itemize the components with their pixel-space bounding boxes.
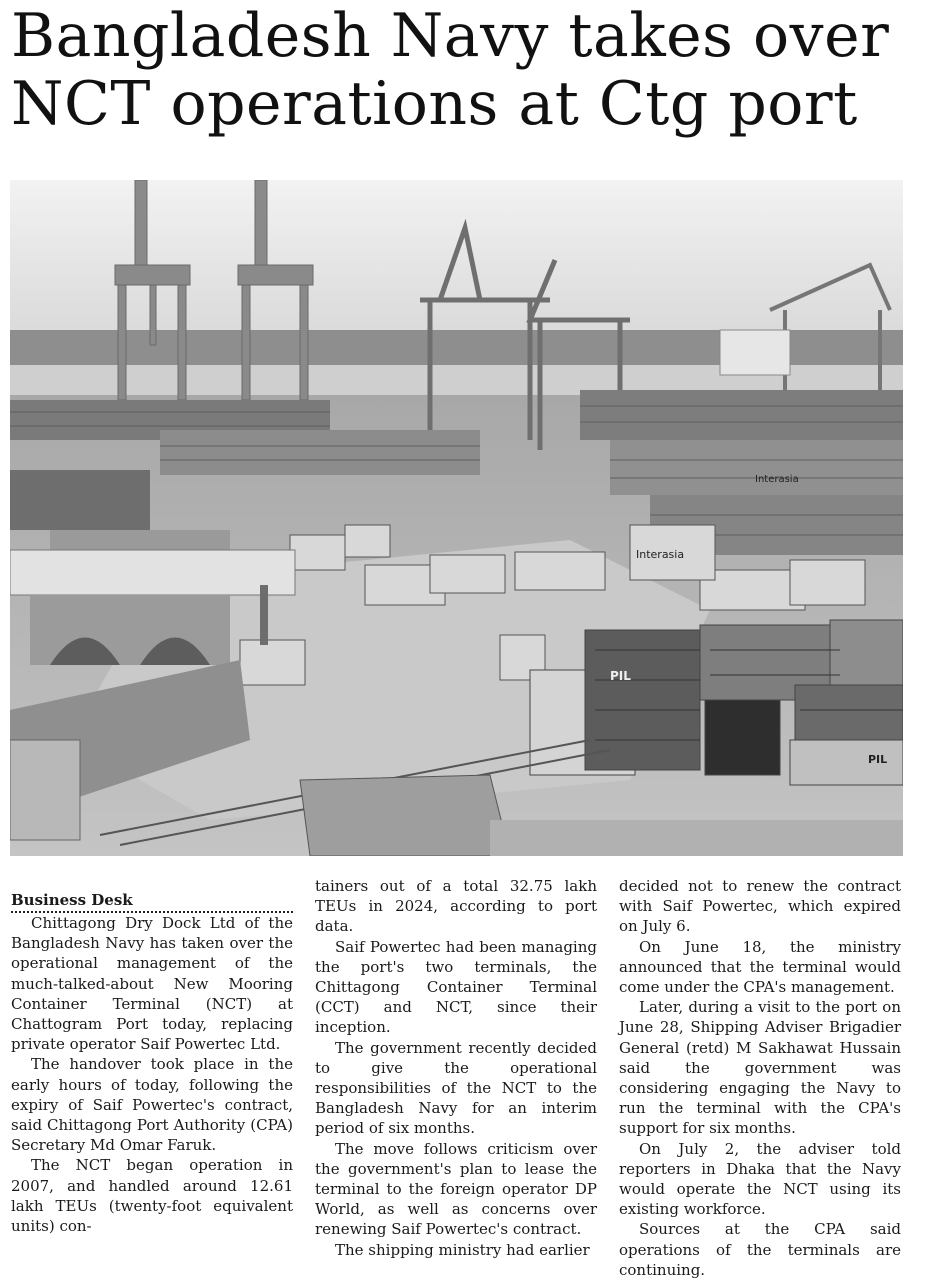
paragraph: On June 18, the ministry announced that the terminal would come under the CPA's management. — [619, 937, 901, 997]
article-column-1 — [11, 876, 293, 1236]
paragraph: Sources at the CPA said operations of the terminals are continuing. — [619, 1220, 901, 1279]
byline: Business Desk — [11, 890, 293, 913]
paragraph: Chittagong Dry Dock Ltd of the Bangladesh Navy has taken over the operational management of the much-talked-about New Mooring Container Terminal (NCT) at Chattogram Port today, replacing private operator Saif Powertec Ltd. — [11, 914, 293, 1054]
headline — [11, 2, 916, 138]
paragraph: The move follows criticism over the government's plan to lease the terminal to the foreign operator DP World, as well as concerns over renewing Saif Powertec's contract. — [315, 1139, 597, 1239]
paragraph: The handover took place in the early hours of today, following the expiry of Saif Powertec's contract, said Chittagong Port Authority (CPA) Secretary Md Omar Faruk. — [11, 1055, 293, 1155]
paragraph: The government recently decided to give the operational responsibilities of the NCT to the Bangladesh Navy for an interim period of six months. — [315, 1038, 597, 1138]
headline-line-1: Bangladesh Navy takes over — [11, 1, 890, 71]
paragraph: Saif Powertec had been managing the port's two terminals, the Chittagong Container Terminal (CCT) and NCT, since their inception. — [315, 937, 597, 1037]
container-label: Interasia — [636, 548, 685, 561]
shed-roof — [300, 775, 510, 856]
paragraph: decided not to renew the contract with Saif Powertec, which expired on July 6. — [619, 877, 901, 936]
foreground-containers — [530, 620, 903, 785]
paragraph: tainers out of a total 32.75 lakh TEUs in 2024, according to port data. — [315, 877, 597, 936]
container-label: Interasia — [755, 474, 799, 485]
container-label: PIL — [868, 753, 888, 766]
article-column-2 — [315, 876, 597, 1260]
container-label: PIL — [610, 669, 631, 683]
headline-line-2: NCT operations at Ctg port — [11, 69, 858, 139]
paragraph: On July 2, the adviser told reporters in Dhaka that the Navy would operate the NCT using its existing workforce. — [619, 1139, 901, 1219]
paragraph: Later, during a visit to the port on June 28, Shipping Adviser Brigadier General (retd) M Sakhawat Hussain said the government was considering engaging the Navy to run the terminal with the CPA's support for six months. — [619, 998, 901, 1138]
paragraph: The NCT began operation in 2007, and handled around 12.61 lakh TEUs (twenty-foot equivalent units) con- — [11, 1156, 293, 1236]
guard-house — [10, 740, 80, 840]
article-column-3 — [619, 876, 901, 1280]
ship-superstructure — [720, 330, 790, 375]
paragraph: The shipping ministry had earlier — [335, 1240, 590, 1259]
port-photo — [10, 180, 903, 856]
port-photo-illustration — [10, 180, 903, 856]
fence — [490, 820, 903, 856]
